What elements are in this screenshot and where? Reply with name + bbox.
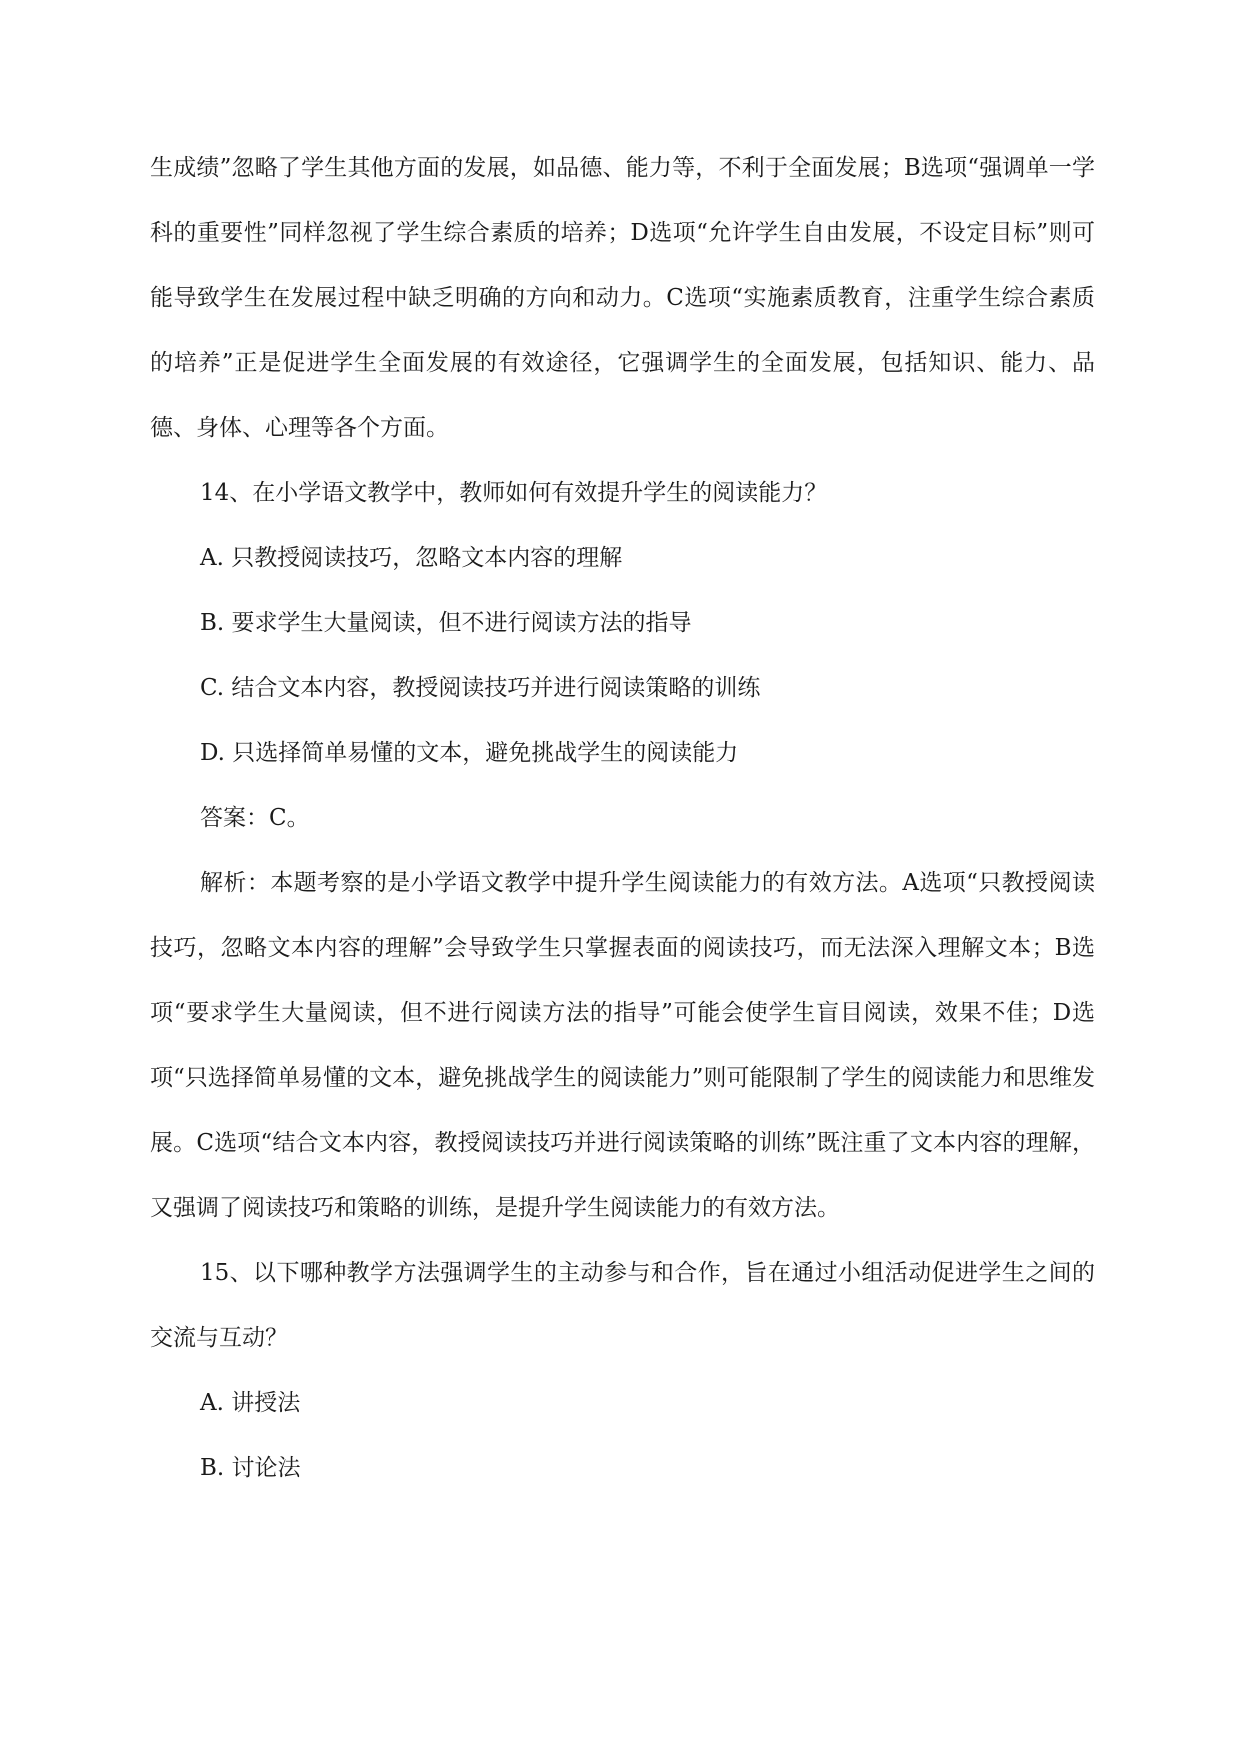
- q14-answer: 答案：C。: [200, 805, 310, 831]
- q14-analysis: 解析：本题考察的是小学语文教学中提升学生阅读能力的有效方法。A选项“只教授阅读技巧，忽略文本内容的理解”会导致学生只掌握表面的阅读技巧，而无法深入理解文本；B选项“要求学生大量阅读，但不进行阅读方法的指导”可能会使学生盲目阅读，效果不佳；D选项“只选择简单易懂的文本，避免挑战学生的阅读能力”则可能限制了学生的阅读能力和思维发展。C选项“结合文本内容，教授阅读技巧并进行阅读策略的训练”既注重了文本内容的理解，又强调了阅读技巧和策略的训练，是提升学生阅读能力的有效方法。: [150, 870, 1095, 1221]
- q14-option-d: D. 只选择简单易懂的文本，避免挑战学生的阅读能力: [200, 740, 739, 766]
- q15-option-a: A. 讲授法: [200, 1390, 301, 1416]
- document-page: [150, 136, 1095, 1501]
- q15-option-b: B. 讨论法: [200, 1455, 301, 1481]
- q14-option-b: B. 要求学生大量阅读，但不进行阅读方法的指导: [200, 610, 692, 636]
- question-15: 15、以下哪种教学方法强调学生的主动参与和合作，旨在通过小组活动促进学生之间的交流与互动？: [150, 1260, 1095, 1351]
- q14-option-a: A. 只教授阅读技巧，忽略文本内容的理解: [200, 545, 623, 571]
- q14-option-c: C. 结合文本内容，教授阅读技巧并进行阅读策略的训练: [200, 675, 761, 701]
- previous-analysis-continuation: 生成绩”忽略了学生其他方面的发展，如品德、能力等，不利于全面发展；B选项“强调单一学科的重要性”同样忽视了学生综合素质的培养；D选项“允许学生自由发展，不设定目标”则可能导致学生在发展过程中缺乏明确的方向和动力。C选项“实施素质教育，注重学生综合素质的培养”正是促进学生全面发展的有效途径，它强调学生的全面发展，包括知识、能力、品德、身体、心理等各个方面。: [150, 155, 1095, 441]
- question-14: 14、在小学语文教学中，教师如何有效提升学生的阅读能力？: [200, 480, 828, 506]
